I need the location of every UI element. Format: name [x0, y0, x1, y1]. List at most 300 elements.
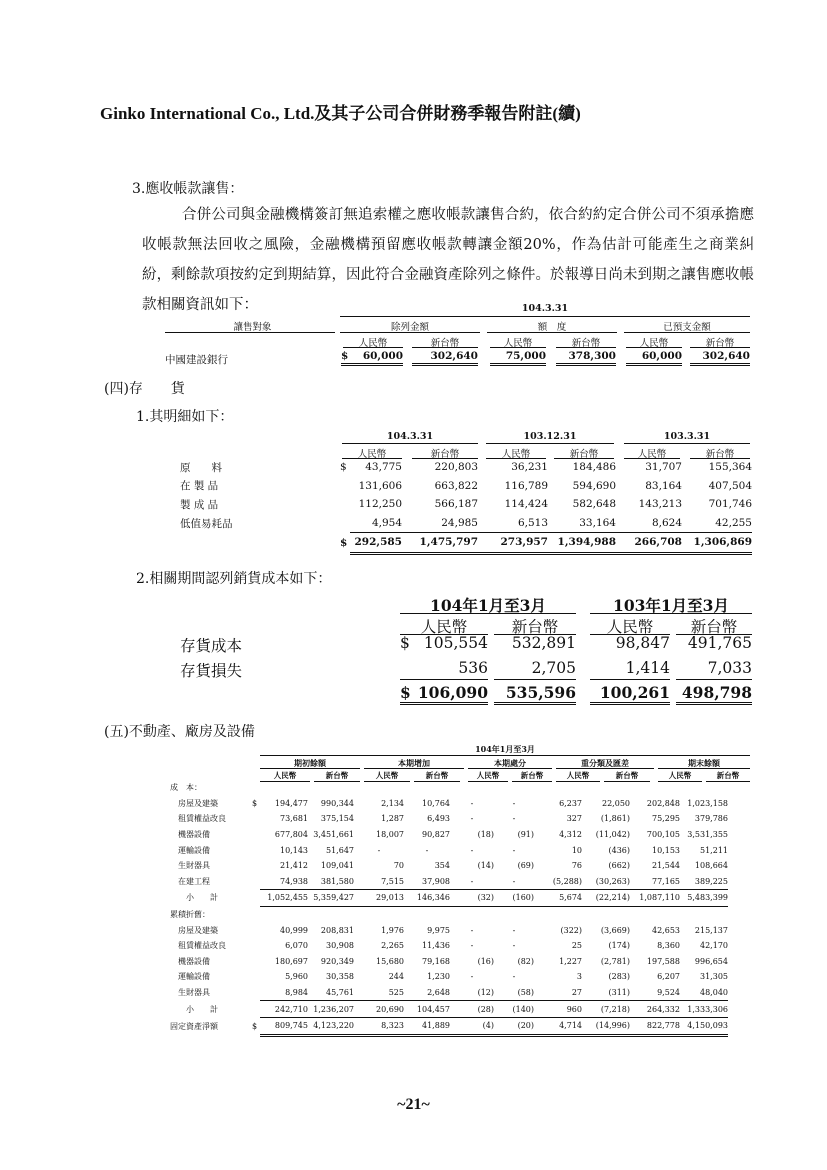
ppe-row — [170, 890, 728, 907]
cogs-value: 491,765 — [687, 634, 752, 652]
ppe-cell: - — [470, 941, 474, 951]
ppe-cell: 180,697 — [274, 956, 308, 966]
ar-value: 302,640 — [702, 350, 750, 362]
ppe-cell: 3 — [576, 972, 582, 982]
ppe-cell: - — [512, 798, 516, 808]
ppe-cell: 244 — [388, 972, 404, 982]
inventory-cell: 36,231 — [511, 461, 548, 474]
cogs-period: 104年1月至3月 — [430, 596, 546, 615]
ppe-cell: - — [470, 798, 474, 808]
ppe-cell: 202,848 — [646, 798, 680, 808]
page-number: ~21~ — [397, 1096, 430, 1113]
ar-value: 302,640 — [430, 350, 478, 362]
ppe-row — [170, 858, 728, 874]
dollar-sign — [340, 495, 350, 514]
ppe-cell: 75,295 — [652, 814, 680, 824]
inventory-row-label: 製 成 品 — [180, 498, 219, 511]
ppe-cell: 30,908 — [326, 941, 354, 951]
inventory-cell: 663,822 — [434, 479, 478, 492]
inventory-cell: 116,789 — [504, 479, 548, 492]
inventory-cell: 407,504 — [708, 479, 752, 492]
ar-group-header: 已預支金額 — [663, 322, 711, 333]
ppe-cell: 45,761 — [308, 985, 354, 1001]
ppe-group: 重分類及匯差 — [581, 758, 629, 768]
inventory-total-cell: 1,475,797 — [402, 533, 478, 554]
ppe-section-label-row — [170, 780, 728, 796]
ppe-row — [170, 811, 728, 827]
ppe-cell: 6,207 — [657, 972, 680, 982]
ppe-cell: 8,323 — [354, 1017, 404, 1035]
ppe-row-label: 租賃權益改良 — [178, 941, 226, 951]
ppe-cell: 5,674 — [534, 890, 582, 907]
inventory-row — [180, 514, 752, 533]
ppe-cell: 8,360 — [657, 941, 680, 951]
ar-currency-header: 人民幣 — [358, 338, 388, 349]
ppe-row-label: 固定資產淨額 — [170, 1021, 218, 1031]
ppe-cell: 822,778 — [630, 1017, 680, 1035]
ppe-row-label: 生財器具 — [178, 861, 210, 871]
ppe-row — [170, 874, 728, 890]
ppe-cell: 9,975 — [427, 925, 450, 935]
ppe-cell: (82) — [517, 956, 534, 966]
ppe-cell: (174) — [608, 941, 630, 951]
dollar-sign — [252, 1001, 260, 1018]
inventory-cell: 83,164 — [645, 479, 682, 492]
ppe-cell: 920,349 — [320, 956, 354, 966]
inventory-cell: 594,690 — [572, 479, 616, 492]
ppe-cell: (140) — [494, 1001, 534, 1018]
dollar-sign: $ — [340, 536, 348, 549]
ppe-currency: 新台幣 — [314, 770, 360, 782]
dollar-sign — [340, 514, 350, 533]
ppe-row-label: 房屋及建築 — [178, 925, 218, 935]
ppe-row-label: 租賃權益改良 — [178, 814, 226, 824]
ppe-cell: 4,714 — [534, 1017, 582, 1035]
ppe-currency: 人民幣 — [658, 770, 702, 782]
ppe-row-label: 運輸設備 — [178, 845, 210, 855]
ppe-cell: 6,070 — [285, 941, 308, 951]
ppe-cell: - — [512, 972, 516, 982]
page-title: Ginko International Co., Ltd.及其子公司合併財務季報告附註(續) — [100, 104, 581, 123]
inventory-cell: 112,250 — [358, 498, 402, 511]
ppe-cell: 1,236,207 — [308, 1001, 354, 1018]
ppe-cell: (311) — [582, 985, 630, 1001]
ppe-cell: 108,664 — [694, 861, 728, 871]
inv-currency: 新台幣 — [705, 449, 735, 460]
ppe-cell: 990,344 — [320, 798, 354, 808]
ppe-row-label: 機器設備 — [178, 956, 210, 966]
ppe-cell: - — [512, 845, 516, 855]
ppe-cell: (1,861) — [600, 814, 630, 824]
ppe-cell: 48,040 — [680, 985, 728, 1001]
inventory-total-cell: 1,394,988 — [548, 533, 616, 554]
cogs-value: 98,847 — [615, 634, 670, 652]
inv-date: 104.3.31 — [386, 431, 434, 442]
ppe-cell: (5,288) — [534, 874, 582, 890]
ppe-cell: 327 — [566, 814, 582, 824]
ppe-cell: - — [512, 925, 516, 935]
ar-transfer-paragraph: 合併公司與金融機構簽訂無追索權之應收帳款讓售合約，依合約約定合併公司不須承擔應收帳款無法回收之風險，金融機構預留應收帳款轉讓金額20%，作為估計可能產生之商業糾紛，剩餘款項按約定到期結算，因此符合金融資產除列之條件。於報導日尚未到期之讓售應收帳款相關資訊如下： — [142, 207, 754, 313]
ppe-cell: 1,333,306 — [680, 1001, 728, 1018]
ar-group-header: 除列金額 — [390, 322, 429, 333]
inventory-row-label: 低值易耗品 — [180, 517, 233, 530]
ppe-cell: (14) — [477, 861, 494, 871]
cogs-total-value: 106,090 — [417, 683, 488, 702]
ppe-cell: 1,023,158 — [687, 798, 728, 808]
ppe-row-label: 運輸設備 — [178, 972, 210, 982]
ppe-row — [170, 796, 728, 812]
ar-currency-header: 新台幣 — [430, 338, 460, 349]
ppe-cell: 51,647 — [326, 845, 354, 855]
ppe-cell: (32) — [450, 890, 494, 907]
ppe-row — [170, 842, 728, 858]
ppe-cell: - — [470, 845, 474, 855]
ppe-currency: 人民幣 — [260, 770, 310, 782]
ppe-cell: 700,105 — [646, 830, 680, 840]
ppe-cell: 104,457 — [404, 1001, 450, 1018]
dollar-sign — [252, 858, 260, 874]
inventory-cell: 24,985 — [402, 514, 478, 533]
inventory-row — [180, 495, 752, 514]
inventory-row — [180, 458, 752, 477]
ar-value: 60,000 — [641, 350, 682, 362]
inventory-cell: 43,775 — [365, 461, 402, 474]
ppe-cell: 1,227 — [559, 956, 582, 966]
inventory-cell: 701,746 — [708, 498, 752, 511]
ar-dollar: $ — [341, 350, 349, 362]
inventory-cell: 220,803 — [434, 461, 478, 474]
ppe-group: 期初餘額 — [294, 758, 326, 768]
ppe-cell: (28) — [450, 1001, 494, 1018]
ppe-cell: (3,669) — [600, 925, 630, 935]
ppe-section-label-row — [170, 906, 728, 922]
ppe-cell: 77,165 — [630, 874, 680, 890]
ppe-cell: 1,976 — [381, 925, 404, 935]
ppe-cell: (18) — [477, 830, 494, 840]
ppe-cell: 40,999 — [280, 925, 308, 935]
ppe-currency: 新台幣 — [706, 770, 750, 782]
ppe-row-label: 生財器具 — [178, 988, 210, 998]
inventory-total-row — [180, 533, 752, 554]
ppe-cell: 2,134 — [381, 798, 404, 808]
ppe-cell: 7,515 — [354, 874, 404, 890]
inv-date: 103.12.31 — [523, 431, 577, 442]
ppe-currency: 人民幣 — [364, 770, 410, 782]
ppe-row-label: 小 計 — [186, 893, 218, 903]
ppe-cell: - — [450, 874, 494, 890]
ppe-cell: 31,305 — [700, 972, 728, 982]
cogs-total-value: 498,798 — [681, 683, 752, 702]
ppe-cell: (160) — [494, 890, 534, 907]
ppe-cell: 73,681 — [280, 814, 308, 824]
inventory-total-cell: 273,957 — [478, 533, 548, 554]
ppe-cell: (16) — [477, 956, 494, 966]
inventory-cell: 114,424 — [504, 498, 548, 511]
ppe-cell: 3,531,355 — [687, 830, 728, 840]
inventory-cell: 155,364 — [708, 461, 752, 474]
ppe-cell: (322) — [560, 925, 582, 935]
cogs-value: 1,414 — [625, 659, 670, 677]
inventory-cell: 143,213 — [638, 498, 682, 511]
inventory-cell: 184,486 — [572, 461, 616, 474]
ppe-cell: - — [512, 814, 516, 824]
ppe-currency: 新台幣 — [512, 770, 552, 782]
ppe-cell: 996,654 — [694, 956, 728, 966]
ar-date: 104.3.31 — [521, 303, 569, 314]
ppe-cell: 2,265 — [381, 941, 404, 951]
ppe-row — [170, 1001, 728, 1018]
ppe-cell: (91) — [517, 830, 534, 840]
inv-currency: 人民幣 — [501, 449, 531, 460]
ppe-cell: 27 — [534, 985, 582, 1001]
ppe-row — [170, 969, 728, 985]
ppe-cell: 389,225 — [680, 874, 728, 890]
inv-currency: 新台幣 — [569, 449, 599, 460]
ppe-cell: 379,786 — [694, 814, 728, 824]
ppe-cell: - — [470, 972, 474, 982]
ppe-cell: - — [512, 941, 516, 951]
ppe-cell: 9,524 — [630, 985, 680, 1001]
ppe-currency: 新台幣 — [414, 770, 460, 782]
inventory-cell: 8,624 — [616, 514, 682, 533]
ppe-cell: 10,143 — [280, 845, 308, 855]
ppe-cell: 242,710 — [260, 1001, 308, 1018]
ppe-cell: 208,831 — [320, 925, 354, 935]
ppe-cell: 1,052,455 — [260, 890, 308, 907]
ppe-cell: 525 — [354, 985, 404, 1001]
ppe-cell: 21,412 — [280, 861, 308, 871]
ppe-cell: - — [425, 845, 429, 855]
dollar-sign: $ — [252, 1021, 258, 1031]
inventory-row-label: 在 製 品 — [180, 480, 219, 493]
inventory-cell: 33,164 — [548, 514, 616, 533]
ppe-row — [170, 1017, 728, 1035]
ppe-cell: 15,680 — [376, 956, 404, 966]
ppe-cell: (30,263) — [582, 874, 630, 890]
ppe-cell: 11,436 — [422, 941, 450, 951]
cogs-currency: 人民幣 — [606, 618, 654, 636]
ppe-cell: 8,984 — [260, 985, 308, 1001]
inv-currency: 新台幣 — [430, 449, 460, 460]
ppe-cell: 22,050 — [602, 798, 630, 808]
cogs-total-dollar: $ — [400, 683, 411, 702]
ppe-cell: 146,346 — [404, 890, 450, 907]
ar-currency-header: 人民幣 — [639, 338, 669, 349]
inventory-sub2: 2.相關期間認列銷貨成本如下： — [136, 571, 332, 587]
ppe-row — [170, 938, 728, 954]
ppe-cell: (14,996) — [582, 1017, 630, 1035]
cogs-currency: 人民幣 — [420, 618, 468, 636]
ppe-period: 104年1月至3月 — [475, 744, 535, 754]
dollar-sign — [252, 922, 260, 938]
inventory-cell: 6,513 — [478, 514, 548, 533]
ppe-cell: (22,214) — [582, 890, 630, 907]
ppe-cell: 194,477 — [274, 798, 308, 808]
ppe-cell: 37,908 — [404, 874, 450, 890]
dollar-sign: $ — [340, 461, 347, 474]
cogs-dollar: $ — [400, 634, 410, 652]
cogs-value: 105,554 — [423, 634, 488, 652]
ppe-section-label: 累積折舊： — [170, 910, 210, 920]
ppe-cell: - — [377, 845, 381, 855]
ar-party-header: 讓售對象 — [233, 322, 272, 333]
inv-currency: 人民幣 — [637, 449, 667, 460]
dollar-sign — [252, 842, 260, 858]
ar-value: 60,000 — [362, 350, 403, 362]
ppe-cell: 10,153 — [652, 845, 680, 855]
dollar-sign — [252, 811, 260, 827]
inventory-total-cell: 266,708 — [616, 533, 682, 554]
ppe-cell: 25 — [571, 941, 582, 951]
ppe-cell: 29,013 — [354, 890, 404, 907]
ppe-cell: 79,168 — [422, 956, 450, 966]
ppe-cell: (58) — [494, 985, 534, 1001]
ar-value: 75,000 — [505, 350, 546, 362]
inv-currency: 人民幣 — [357, 449, 387, 460]
ppe-cell: 41,889 — [404, 1017, 450, 1035]
ppe-row-label: 機器設備 — [178, 830, 210, 840]
ppe-group: 期末餘額 — [688, 758, 720, 768]
dollar-sign — [340, 477, 350, 496]
cogs-total-value: 535,596 — [505, 683, 576, 702]
ppe-cell: 4,312 — [559, 830, 582, 840]
inventory-cell: 4,954 — [350, 514, 402, 533]
ppe-cell: 381,580 — [308, 874, 354, 890]
inventory-cell: 566,187 — [434, 498, 478, 511]
cogs-value: 532,891 — [511, 634, 576, 652]
inventory-row — [180, 477, 752, 496]
ppe-cell: 809,745 — [260, 1017, 308, 1035]
ppe-cell: (20) — [494, 1017, 534, 1035]
ppe-cell: 42,653 — [652, 925, 680, 935]
cogs-value: 7,033 — [707, 659, 752, 677]
ppe-cell: 677,804 — [274, 830, 308, 840]
ppe-cell: 10 — [571, 845, 582, 855]
ppe-cell: 375,154 — [320, 814, 354, 824]
cogs-row-label: 存貨成本 — [180, 637, 243, 655]
ppe-row — [170, 827, 728, 843]
ppe-cell: 960 — [534, 1001, 582, 1018]
ppe-cell: 5,359,427 — [308, 890, 354, 907]
dollar-sign — [252, 954, 260, 970]
inventory-sub1: 1.其明細如下： — [136, 409, 234, 425]
dollar-sign: $ — [252, 798, 258, 808]
cogs-currency: 新台幣 — [511, 618, 559, 636]
ppe-cell: (436) — [608, 845, 630, 855]
ppe-cell: - — [494, 874, 534, 890]
cogs-row-label: 存貨損失 — [180, 662, 243, 680]
ppe-row — [170, 954, 728, 970]
ppe-cell: 5,960 — [285, 972, 308, 982]
ppe-group: 本期處分 — [494, 758, 526, 768]
ppe-row — [170, 922, 728, 938]
ppe-cell: 42,170 — [700, 941, 728, 951]
ppe-row-label: 在建工程 — [178, 877, 210, 887]
ppe-cell: 2,648 — [404, 985, 450, 1001]
ppe-cell: 3,451,661 — [313, 830, 354, 840]
ppe-cell: 1,087,110 — [630, 890, 680, 907]
ppe-row-label: 房屋及建築 — [178, 798, 218, 808]
ppe-currency: 人民幣 — [468, 770, 508, 782]
ppe-cell: 354 — [434, 861, 450, 871]
ppe-cell: 1,287 — [381, 814, 404, 824]
dollar-sign — [252, 827, 260, 843]
ppe-heading: (五)不動產、廠房及設備 — [104, 724, 255, 740]
ppe-cell: 74,938 — [260, 874, 308, 890]
ppe-cell: 215,137 — [694, 925, 728, 935]
ppe-cell: 10,764 — [422, 798, 450, 808]
inventory-total-cell: 1,306,869 — [682, 533, 752, 554]
ppe-cell: (7,218) — [582, 1001, 630, 1018]
inventory-cell: 131,606 — [358, 479, 402, 492]
ppe-cell: (69) — [517, 861, 534, 871]
ppe-cell: 264,332 — [630, 1001, 680, 1018]
ppe-cell: 70 — [393, 861, 404, 871]
inventory-cell: 42,255 — [682, 514, 752, 533]
dollar-sign — [252, 969, 260, 985]
inventory-total-cell: 292,585 — [350, 533, 402, 554]
ar-transfer-heading: 3.應收帳款讓售： — [132, 181, 244, 197]
ppe-cell: 4,150,093 — [680, 1017, 728, 1035]
ppe-cell: 6,237 — [559, 798, 582, 808]
ar-currency-header: 新台幣 — [705, 338, 735, 349]
cogs-value: 536 — [458, 659, 488, 677]
ppe-cell: 51,211 — [700, 845, 728, 855]
dollar-sign — [252, 985, 260, 1001]
ppe-row — [170, 985, 728, 1001]
ar-row-label: 中國建設銀行 — [165, 354, 228, 366]
ppe-row-label: 小 計 — [186, 1004, 218, 1014]
dollar-sign — [252, 938, 260, 954]
ppe-currency: 新台幣 — [604, 770, 650, 782]
ppe-cell: - — [470, 925, 474, 935]
ppe-cell: 5,483,399 — [680, 890, 728, 907]
inventory-cell: 31,707 — [645, 461, 682, 474]
ppe-cell: (11,042) — [595, 830, 630, 840]
ppe-cell: 90,827 — [422, 830, 450, 840]
ppe-cell: 4,123,220 — [308, 1017, 354, 1035]
ppe-cell: 76 — [571, 861, 582, 871]
cogs-currency: 新台幣 — [690, 618, 738, 636]
ppe-cell: (2,781) — [600, 956, 630, 966]
ppe-cell: 6,493 — [427, 814, 450, 824]
dollar-sign — [252, 874, 260, 890]
inventory-heading: (四)存 貨 — [104, 381, 185, 397]
ppe-cell: (12) — [450, 985, 494, 1001]
ppe-cell: 21,544 — [652, 861, 680, 871]
inv-date: 103.3.31 — [663, 431, 711, 442]
cogs-total-value: 100,261 — [599, 683, 670, 702]
ar-currency-header: 新台幣 — [571, 338, 601, 349]
ppe-section-label: 成 本： — [170, 783, 202, 793]
dollar-sign — [252, 890, 260, 907]
ppe-cell: 197,588 — [646, 956, 680, 966]
ar-value: 378,300 — [568, 350, 616, 362]
ppe-cell: 1,230 — [427, 972, 450, 982]
inventory-cell: 582,648 — [572, 498, 616, 511]
ppe-cell: 20,690 — [354, 1001, 404, 1018]
ppe-cell: (662) — [608, 861, 630, 871]
ar-currency-header: 人民幣 — [503, 338, 533, 349]
ar-group-header: 額 度 — [537, 322, 567, 333]
ppe-cell: (4) — [450, 1017, 494, 1035]
ppe-cell: (283) — [608, 972, 630, 982]
ppe-cell: - — [470, 814, 474, 824]
inventory-row-label: 原 料 — [180, 461, 222, 474]
ppe-cell: 18,007 — [376, 830, 404, 840]
cogs-period: 103年1月至3月 — [613, 596, 729, 615]
ppe-group: 本期增加 — [398, 758, 430, 768]
